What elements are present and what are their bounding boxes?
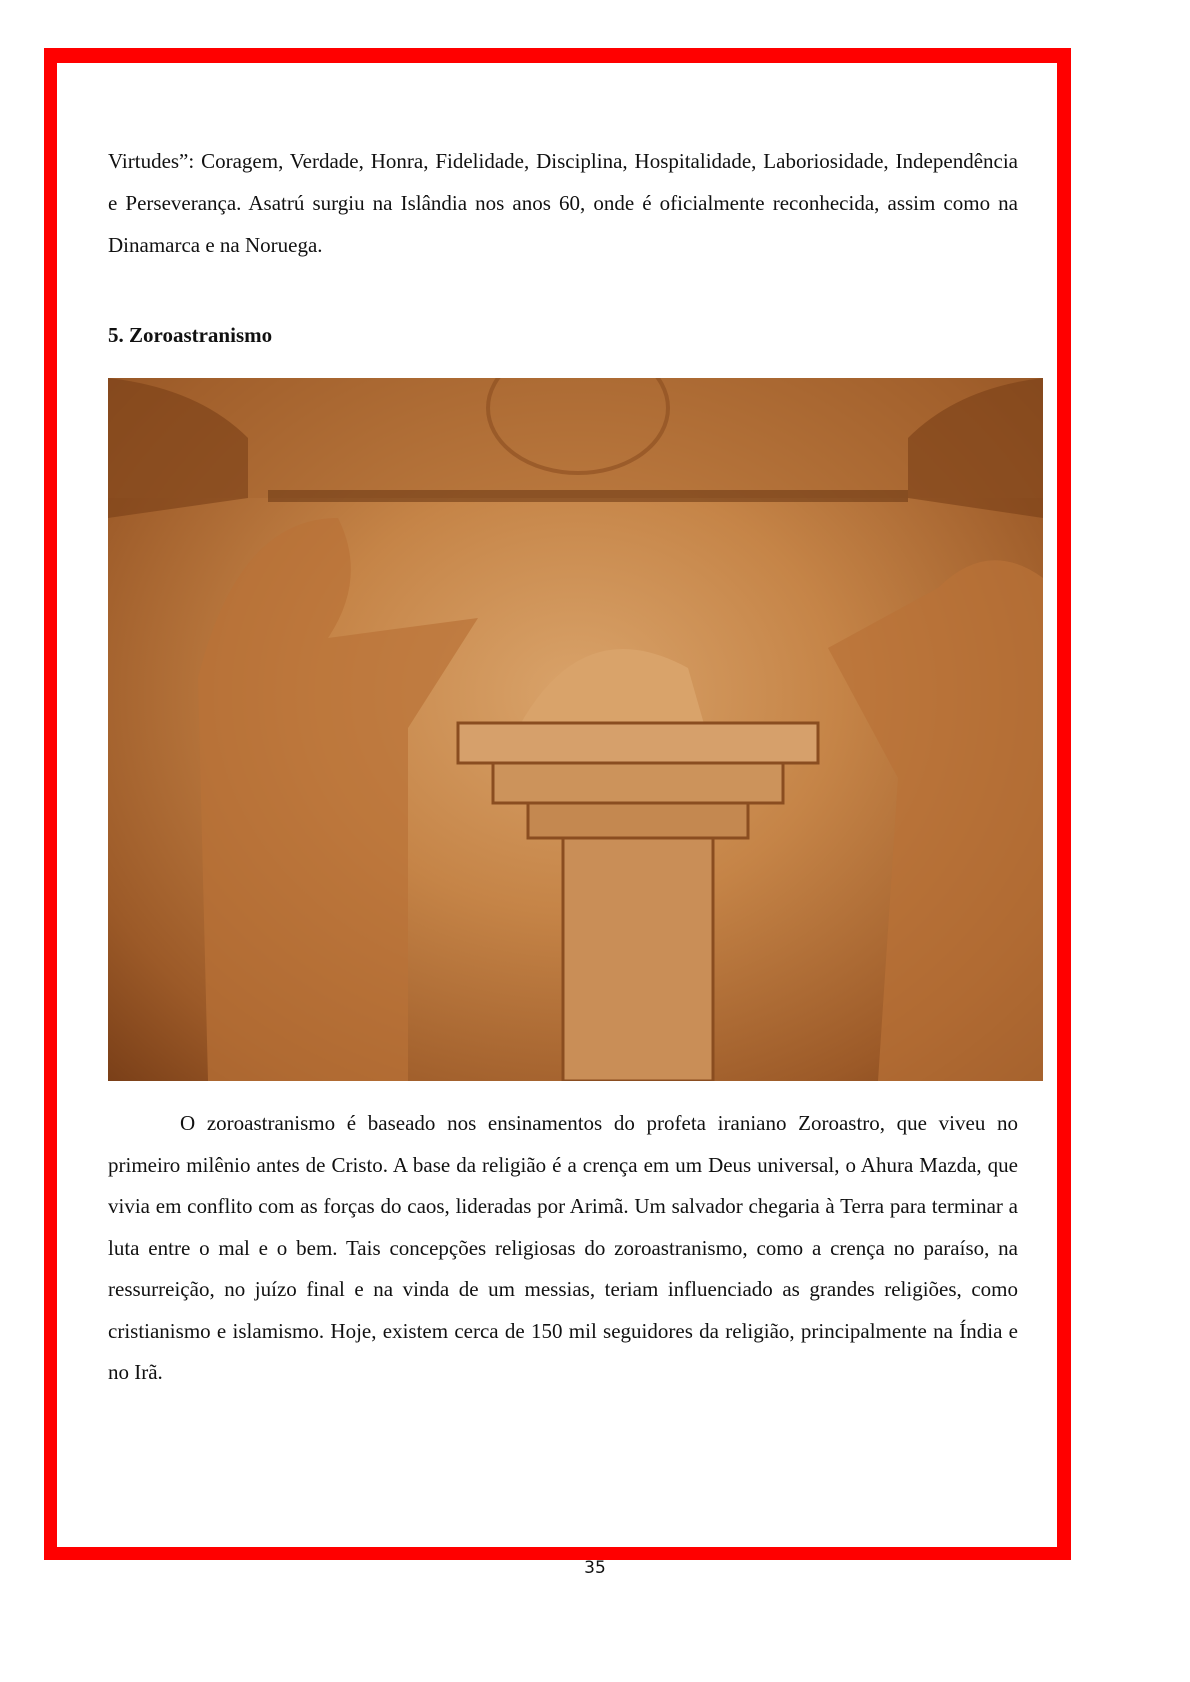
paragraph-zoroastrianism: O zoroastranismo é baseado nos ensinamentos do profeta iraniano Zoroastro, que viveu no primeiro milênio antes de Cristo. A base da religião é a crença em um Deus universal, o Ahura Mazda, que vivia em conflito com as forças do caos, lideradas por Arimã. Um salvador chegaria à Terra para terminar a luta entre o mal e o bem. Tais concepções religiosas do zoroastranismo, como a crença no paraíso, na ressurreição, no juízo final e na vinda de um messias, teriam influenciado as grandes religiões, como cristianismo e islamismo. Hoje, existem cerca de 150 mil seguidores da religião, principalmente na Índia e no Irã. <box>108 1111 1018 1384</box>
zoroastrian-relief-image <box>108 378 1043 1081</box>
paragraph-asatru: Virtudes”: Coragem, Verdade, Honra, Fidelidade, Disciplina, Hospitalidade, Laboriosidade, Independência e Perseverança. Asatrú surgiu na Islândia nos anos 60, onde é oficialmente reconhecida, assim como na Dinamarca e na Noruega. <box>108 149 1018 257</box>
page-number: 35 <box>584 1558 606 1578</box>
section-heading: 5. Zoroastranismo <box>108 323 273 347</box>
